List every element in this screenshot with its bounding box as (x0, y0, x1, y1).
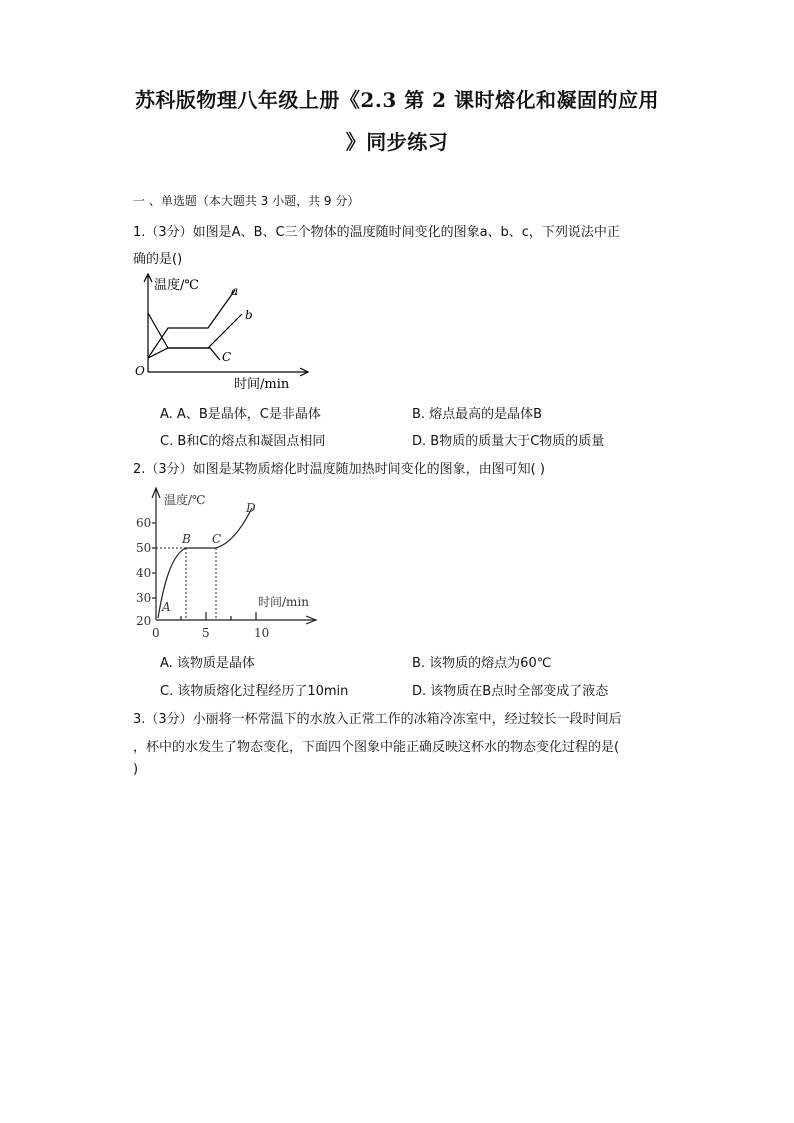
q1-option-d[interactable]: D. B物质的质量大于C物质的质量 (412, 434, 605, 449)
q2-point-d: D (246, 501, 256, 515)
q2-y-tick-20: 20 (136, 614, 152, 628)
q2-y-tick-40: 40 (136, 566, 152, 580)
q2-x-tick-0: 0 (152, 626, 160, 640)
q1-label-c: C (222, 350, 232, 364)
q1-origin-label: O (135, 364, 145, 378)
q1-label-a: a (231, 284, 239, 298)
q1-option-c[interactable]: C. B和C的熔点和凝固点相同 (160, 434, 326, 449)
q2-x-tick-5: 5 (202, 626, 210, 640)
question-3-line-1: 3.（3分）小丽将一杯常温下的水放入正常工作的冰箱冷冻室中，经过较长一段时间后 (133, 712, 622, 727)
q2-option-d[interactable]: D. 该物质在B点时全部变成了液态 (412, 684, 609, 699)
q2-y-label: 温度/℃ (164, 493, 206, 507)
q2-curve (158, 508, 252, 618)
q1-option-b[interactable]: B. 熔点最高的是晶体B (412, 407, 543, 422)
q2-option-b[interactable]: B. 该物质的熔点为60℃ (412, 656, 552, 671)
q2-y-tick-50: 50 (136, 541, 152, 555)
question-3-line-2: ，杯中的水发生了物态变化，下面四个图象中能正确反映这杯水的物态变化过程的是( (133, 740, 620, 755)
q2-point-a: A (162, 600, 171, 614)
q1-label-b: b (245, 308, 253, 322)
q1-x-label: 时间/min (234, 377, 290, 392)
q2-point-b: B (182, 532, 191, 546)
question-2-graph (130, 484, 320, 644)
question-2-line-1: 2.（3分）如图是某物质熔化时温度随加热时间变化的图象，由图可知( ) (133, 462, 545, 477)
question-1-line-1: 1.（3分）如图是A、B、C三个物体的温度随时间变化的图象a、b、c，下列说法中正 (133, 225, 620, 240)
question-1-graph (130, 268, 310, 393)
document-title-line-1: 苏科版物理八年级上册《2.3 第 2 课时熔化和凝固的应用 (134, 88, 660, 112)
question-3-line-3: ) (133, 762, 139, 777)
q2-x-tick-10: 10 (254, 626, 270, 640)
q2-option-c[interactable]: C. 该物质熔化过程经历了10min (160, 684, 349, 699)
q2-y-tick-60: 60 (136, 516, 152, 530)
section-heading: 一 、单选题（本大题共 3 小题，共 9 分） (133, 194, 360, 208)
q2-option-a[interactable]: A. 该物质是晶体 (160, 656, 255, 671)
q2-point-c: C (212, 532, 222, 546)
q1-option-a[interactable]: A. A、B是晶体，C是非晶体 (160, 407, 321, 422)
q1-y-label: 温度/℃ (154, 278, 199, 293)
q2-y-tick-30: 30 (136, 591, 152, 605)
question-1-line-2: 确的是() (133, 252, 183, 267)
document-title-line-2: 》同步练习 (345, 130, 449, 154)
q2-x-label: 时间/min (258, 595, 309, 609)
